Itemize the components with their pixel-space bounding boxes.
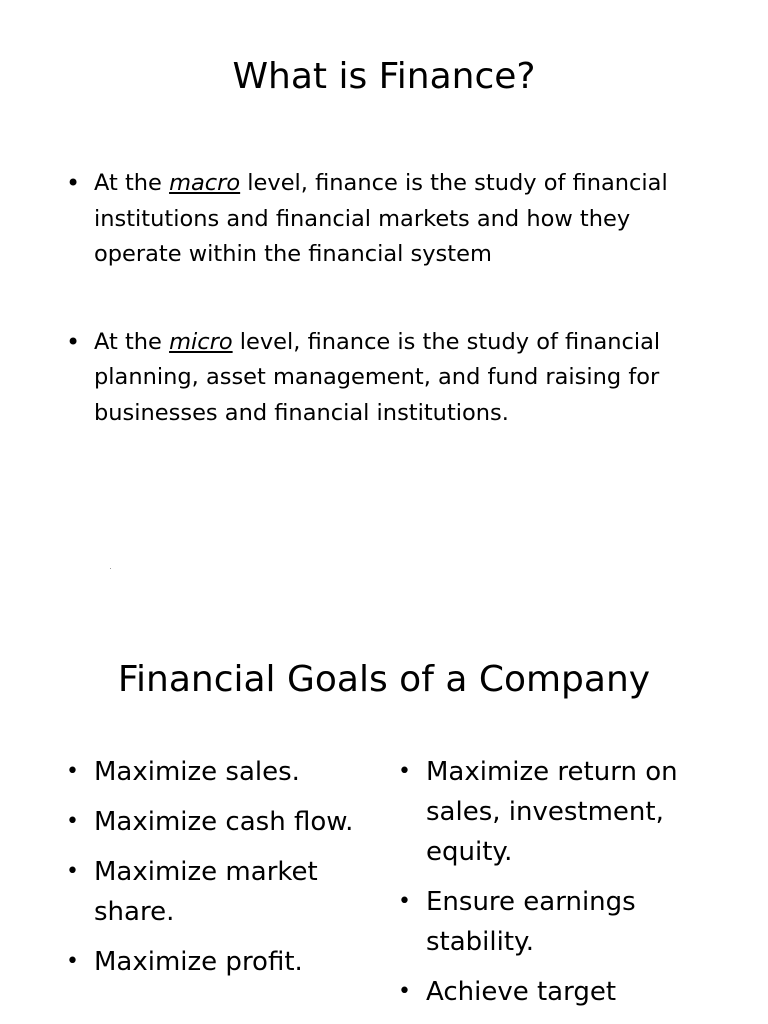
slide-title: Financial Goals of a Company	[117, 659, 651, 700]
goal-item: • Maximize return on sales, investment, equity.	[398, 752, 728, 872]
bullet-prefix: At the	[94, 328, 170, 355]
bullet-item-macro	[66, 166, 714, 273]
slide-financial-goals	[0, 590, 768, 1024]
speck-dot	[110, 568, 111, 569]
bullet-prefix: At the	[94, 170, 170, 196]
goal-item: • Maximize cash flow.	[66, 802, 366, 842]
goals-left-column	[66, 752, 366, 992]
goal-item: • Achieve target	[398, 972, 728, 1012]
bullet-list	[66, 166, 714, 483]
bullet-emphasis: micro	[169, 328, 233, 355]
goal-item: • Maximize sales.	[66, 752, 366, 792]
goal-item: • Maximize profit.	[66, 942, 366, 982]
slide-title: What is Finance?	[232, 56, 536, 97]
bullet-suffix: level, finance is the study of financial institutions and financial markets and how they operate within the financial system	[94, 170, 668, 267]
goal-item: • Ensure earnings stability.	[398, 882, 728, 962]
bullet-suffix: level, finance is the study of financial planning, asset management, and fund raising for businesses and financial institutions.	[94, 328, 661, 426]
goals-right-column	[398, 752, 728, 1022]
goal-item: • Maximize market share.	[66, 852, 366, 932]
bullet-item-micro	[66, 325, 714, 432]
bullet-emphasis: macro	[169, 170, 241, 196]
